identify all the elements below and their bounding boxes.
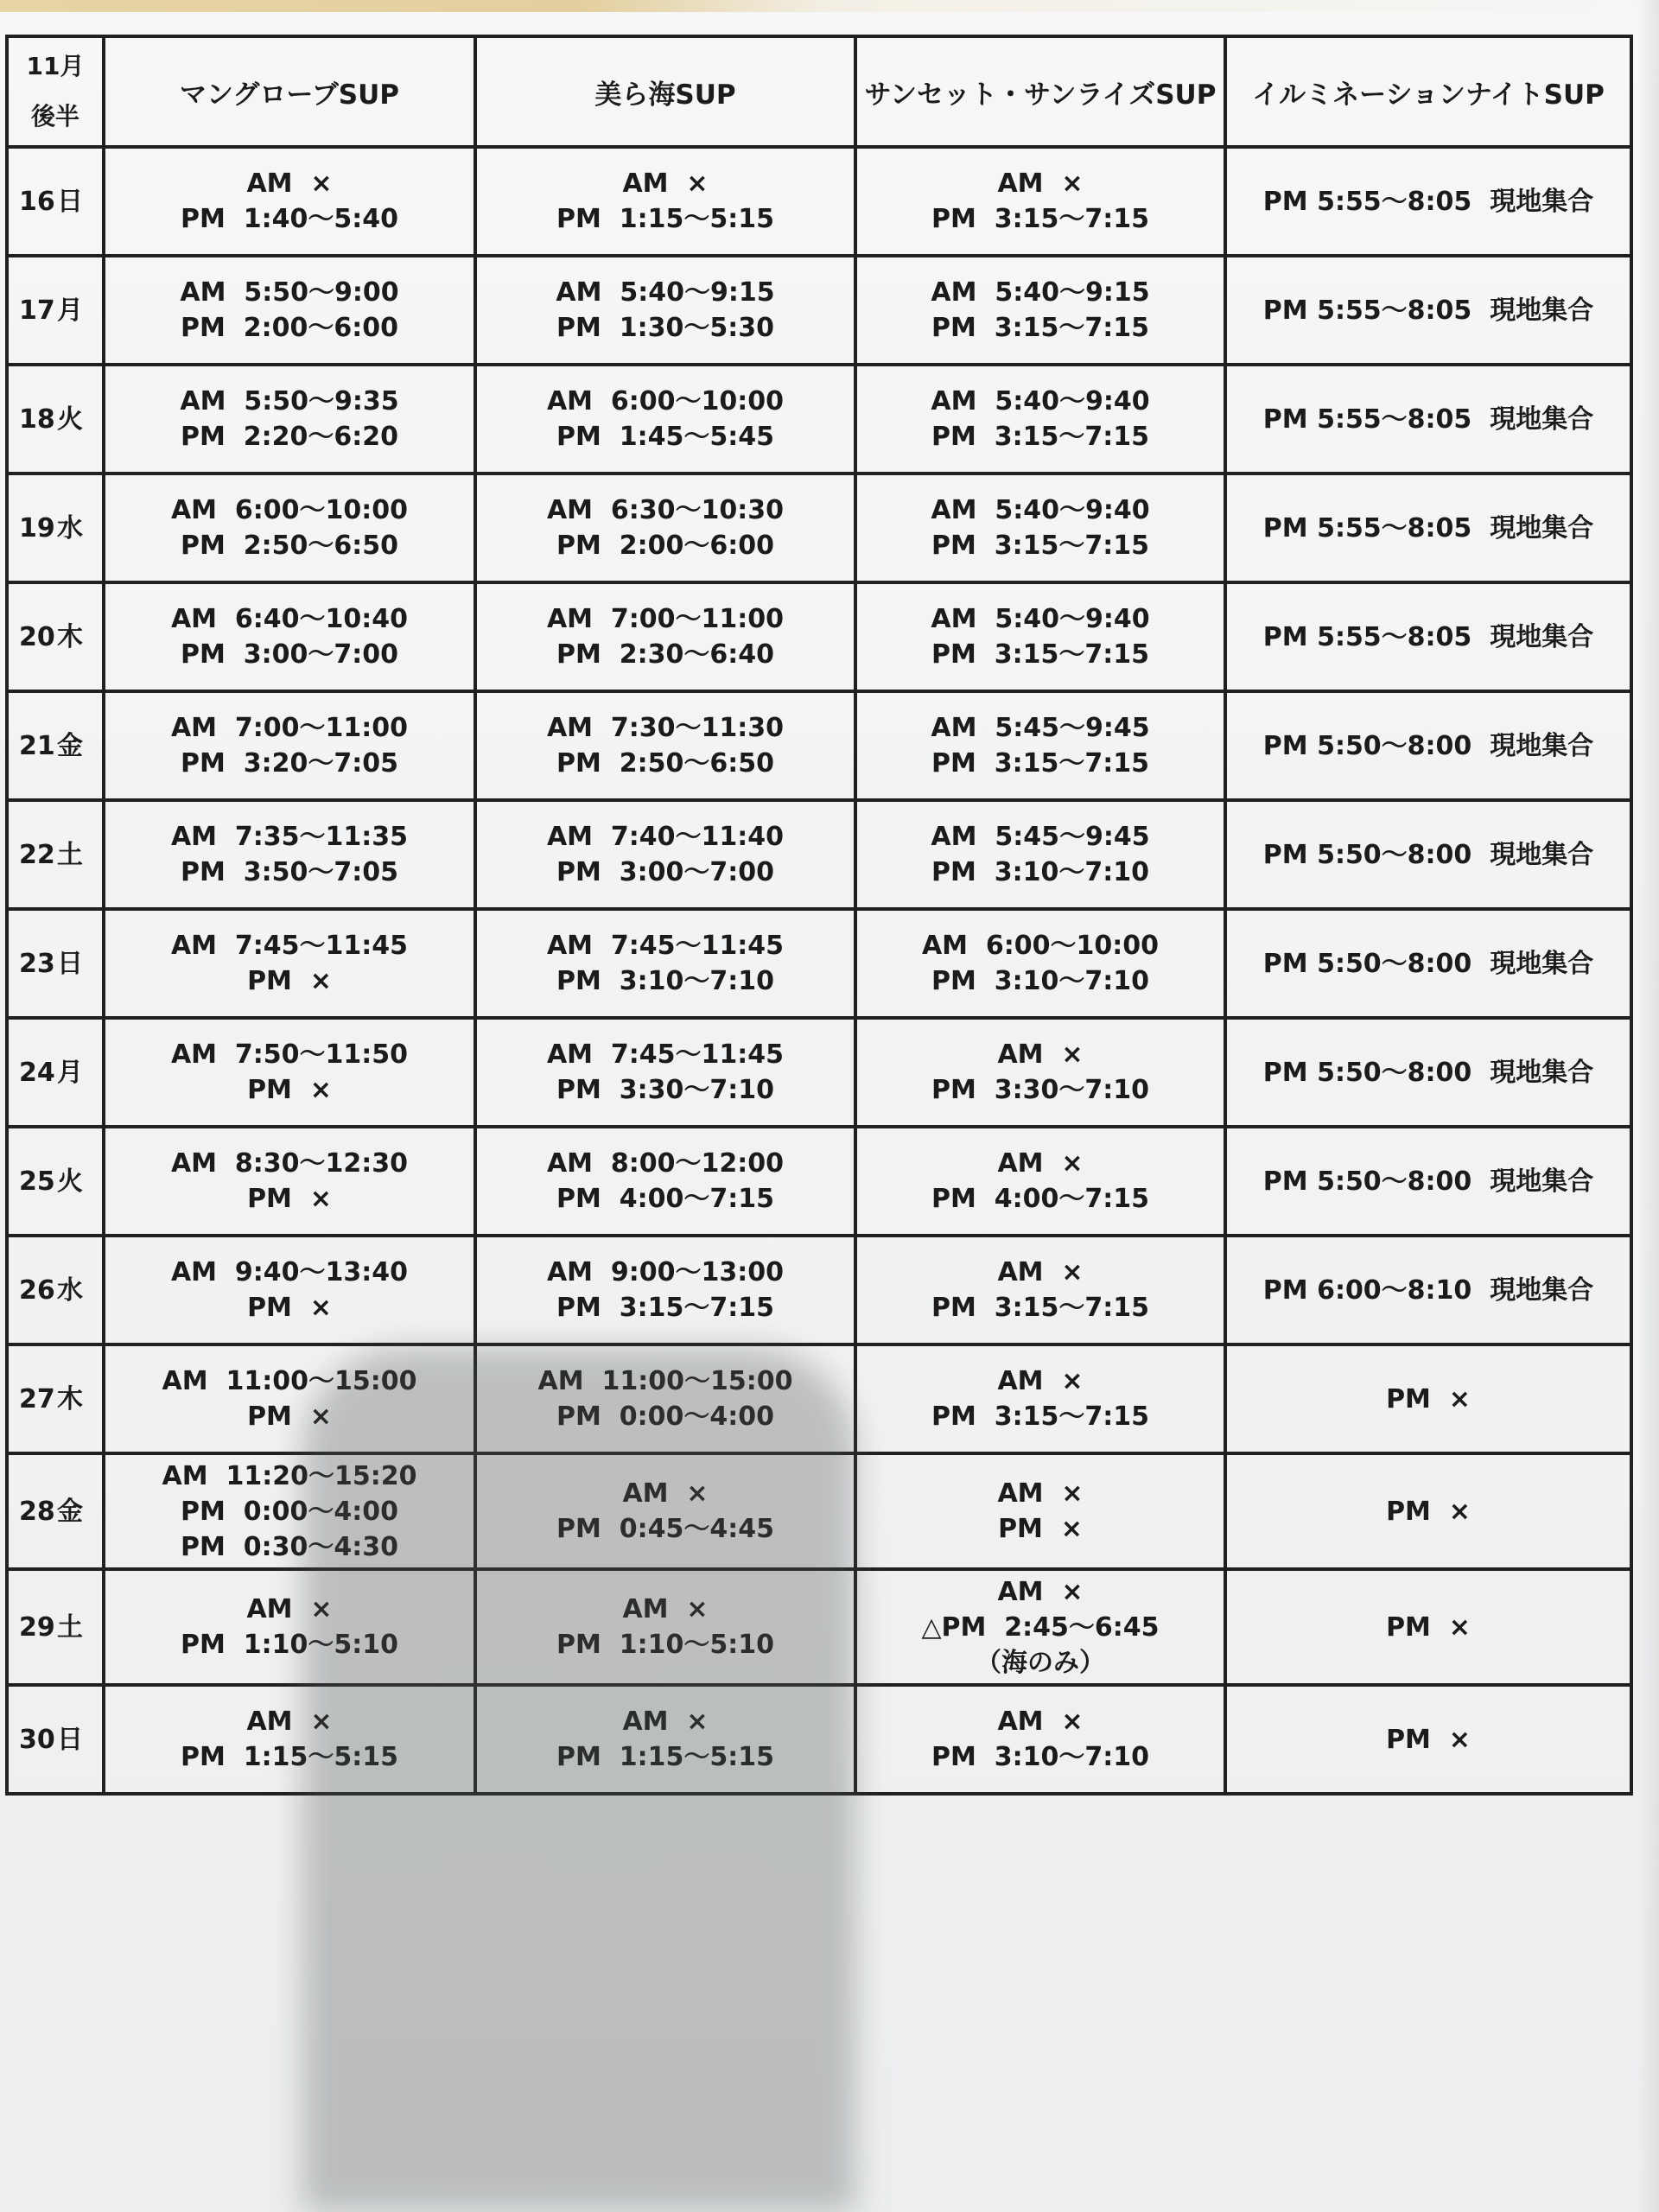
weekday-label: 火 bbox=[57, 404, 83, 435]
time-slot: AM × bbox=[622, 1594, 709, 1624]
time-slot: PM 3:15〜7:15 bbox=[931, 531, 1149, 561]
time-slot: PM 5:50〜8:00 現地集合 bbox=[1262, 730, 1594, 761]
time-slot: AM 5:40〜9:40 bbox=[931, 386, 1150, 416]
time-slot: AM × bbox=[997, 1257, 1084, 1287]
time-slot: AM 7:30〜11:30 bbox=[546, 713, 785, 743]
schedule-cell-mangrove bbox=[104, 582, 475, 691]
schedule-cell-illumination bbox=[1225, 1344, 1631, 1453]
schedule-cell-churaumi bbox=[475, 1127, 855, 1236]
time-slot: PM × bbox=[1386, 1724, 1471, 1755]
time-slot: AM × bbox=[997, 1478, 1084, 1509]
time-slot: PM 3:30〜7:10 bbox=[931, 1075, 1149, 1105]
schedule-cell-mangrove bbox=[104, 1236, 475, 1344]
table-row bbox=[7, 474, 1631, 582]
schedule-cell-mangrove bbox=[104, 147, 475, 256]
day-number: 18 bbox=[19, 404, 55, 435]
time-slot: AM × bbox=[246, 1707, 333, 1737]
schedule-cell-sunset bbox=[855, 691, 1225, 800]
weekday-label: 水 bbox=[57, 512, 83, 543]
day-number: 22 bbox=[19, 839, 55, 870]
day-number: 16 bbox=[19, 186, 55, 217]
time-slot: AM 9:40〜13:40 bbox=[170, 1257, 409, 1287]
weekday-label: 木 bbox=[57, 1383, 83, 1414]
schedule-cell-sunset bbox=[855, 800, 1225, 909]
time-slot: AM 7:50〜11:50 bbox=[170, 1039, 409, 1070]
day-number: 24 bbox=[19, 1057, 55, 1088]
schedule-cell-churaumi bbox=[475, 691, 855, 800]
schedule-cell-illumination bbox=[1225, 1569, 1631, 1685]
time-slot: △PM 2:45〜6:45 bbox=[921, 1611, 1160, 1643]
schedule-cell-churaumi bbox=[475, 1236, 855, 1344]
time-slot: PM 3:30〜7:10 bbox=[556, 1075, 774, 1105]
time-slot: AM 5:40〜9:40 bbox=[931, 604, 1150, 634]
schedule-cell-sunset bbox=[855, 1685, 1225, 1794]
header-row bbox=[7, 36, 1631, 147]
table-row bbox=[7, 1018, 1631, 1127]
weekday-label: 水 bbox=[57, 1274, 83, 1306]
weekday-label: 月 bbox=[57, 295, 83, 326]
weekday-label: 日 bbox=[57, 186, 83, 217]
time-slot: PM 6:00〜8:10 現地集合 bbox=[1262, 1274, 1594, 1306]
schedule-cell-mangrove bbox=[104, 691, 475, 800]
time-slot: PM 3:15〜7:15 bbox=[556, 1293, 774, 1323]
time-slot: PM 2:50〜6:50 bbox=[181, 531, 398, 561]
time-slot: AM 7:45〜11:45 bbox=[170, 931, 409, 961]
time-slot: AM × bbox=[997, 1039, 1084, 1070]
time-slot: PM 5:55〜8:05 現地集合 bbox=[1262, 295, 1594, 326]
time-slot: AM 6:40〜10:40 bbox=[170, 604, 409, 634]
schedule-cell-sunset bbox=[855, 1236, 1225, 1344]
day-cell bbox=[7, 1236, 104, 1344]
time-slot: PM × bbox=[998, 1514, 1083, 1544]
day-number: 21 bbox=[19, 730, 55, 761]
time-slot: PM × bbox=[247, 1293, 332, 1323]
schedule-cell-churaumi bbox=[475, 256, 855, 365]
day-cell bbox=[7, 1127, 104, 1236]
time-slot: PM 3:10〜7:10 bbox=[931, 857, 1149, 887]
schedule-cell-sunset bbox=[855, 1569, 1225, 1685]
paper-edge bbox=[1637, 0, 1659, 2212]
time-slot: PM 1:10〜5:10 bbox=[556, 1630, 774, 1660]
time-slot: PM × bbox=[247, 1184, 332, 1214]
day-cell bbox=[7, 1018, 104, 1127]
time-slot: PM × bbox=[1386, 1383, 1471, 1414]
schedule-cell-churaumi bbox=[475, 582, 855, 691]
weekday-label: 日 bbox=[57, 948, 83, 979]
time-slot: PM 3:00〜7:00 bbox=[556, 857, 774, 887]
time-slot: AM 5:50〜9:35 bbox=[180, 386, 399, 416]
weekday-label: 木 bbox=[57, 621, 83, 652]
time-slot: PM 3:00〜7:00 bbox=[181, 639, 398, 670]
schedule-cell-sunset bbox=[855, 147, 1225, 256]
table-row bbox=[7, 147, 1631, 256]
time-slot: PM 1:10〜5:10 bbox=[181, 1630, 398, 1660]
schedule-cell-mangrove bbox=[104, 800, 475, 909]
schedule-cell-sunset bbox=[855, 1453, 1225, 1569]
schedule-cell-illumination bbox=[1225, 1127, 1631, 1236]
schedule-cell-sunset bbox=[855, 909, 1225, 1018]
schedule-cell-mangrove bbox=[104, 1127, 475, 1236]
schedule-cell-sunset bbox=[855, 1127, 1225, 1236]
column-header-sunset: サンセット・サンライズSUP bbox=[855, 36, 1225, 147]
day-number: 27 bbox=[19, 1383, 55, 1414]
schedule-cell-illumination bbox=[1225, 365, 1631, 474]
time-slot: PM 0:00〜4:00 bbox=[181, 1496, 398, 1527]
time-slot: AM × bbox=[622, 1478, 709, 1509]
column-header-mangrove: マングローブSUP bbox=[104, 36, 475, 147]
time-slot: AM 5:40〜9:40 bbox=[931, 495, 1150, 525]
time-slot: PM 2:30〜6:40 bbox=[556, 639, 774, 670]
time-slot: AM × bbox=[246, 168, 333, 199]
time-slot: AM 8:30〜12:30 bbox=[170, 1148, 409, 1179]
time-slot: PM 5:55〜8:05 現地集合 bbox=[1262, 512, 1594, 543]
schedule-cell-illumination bbox=[1225, 256, 1631, 365]
table-row bbox=[7, 256, 1631, 365]
schedule-cell-sunset bbox=[855, 1344, 1225, 1453]
time-slot: PM 5:50〜8:00 現地集合 bbox=[1262, 1057, 1594, 1088]
schedule-cell-sunset bbox=[855, 256, 1225, 365]
time-slot: AM 11:00〜15:00 bbox=[162, 1366, 417, 1396]
time-slot: PM 1:15〜5:15 bbox=[181, 1742, 398, 1772]
time-slot: AM 7:40〜11:40 bbox=[546, 822, 785, 852]
time-slot: PM 1:15〜5:15 bbox=[556, 204, 774, 234]
time-slot: PM 2:50〜6:50 bbox=[556, 748, 774, 779]
day-cell bbox=[7, 147, 104, 256]
time-slot: PM 5:50〜8:00 現地集合 bbox=[1262, 1166, 1594, 1197]
time-slot: PM 0:00〜4:00 bbox=[556, 1402, 774, 1432]
time-slot: AM 6:30〜10:30 bbox=[546, 495, 785, 525]
day-cell bbox=[7, 256, 104, 365]
day-number: 23 bbox=[19, 948, 55, 979]
time-slot: PM 1:40〜5:40 bbox=[181, 204, 398, 234]
weekday-label: 金 bbox=[57, 1496, 83, 1527]
time-slot: PM 5:55〜8:05 現地集合 bbox=[1262, 404, 1594, 435]
weekday-label: 日 bbox=[57, 1724, 83, 1755]
day-number: 29 bbox=[19, 1611, 55, 1643]
schedule-cell-illumination bbox=[1225, 909, 1631, 1018]
time-slot: AM 5:50〜9:00 bbox=[180, 277, 399, 308]
time-slot: AM 7:45〜11:45 bbox=[546, 1039, 785, 1070]
time-slot: AM 5:45〜9:45 bbox=[931, 822, 1150, 852]
time-slot: AM × bbox=[997, 1576, 1084, 1607]
time-slot: AM 5:40〜9:15 bbox=[556, 277, 775, 308]
schedule-cell-sunset bbox=[855, 474, 1225, 582]
time-slot: PM 2:00〜6:00 bbox=[556, 531, 774, 561]
table-row bbox=[7, 582, 1631, 691]
table-header bbox=[7, 36, 1631, 147]
time-slot: AM 5:40〜9:15 bbox=[931, 277, 1150, 308]
time-slot: AM 7:00〜11:00 bbox=[546, 604, 785, 634]
time-slot: PM 3:15〜7:15 bbox=[931, 204, 1149, 234]
schedule-cell-illumination bbox=[1225, 800, 1631, 909]
table-row bbox=[7, 909, 1631, 1018]
month-label: 11月 bbox=[26, 52, 85, 80]
schedule-cell-sunset bbox=[855, 582, 1225, 691]
time-slot: AM × bbox=[997, 1148, 1084, 1179]
time-slot: PM × bbox=[247, 966, 332, 996]
time-slot: AM × bbox=[246, 1594, 333, 1624]
time-slot: PM 3:15〜7:15 bbox=[931, 422, 1149, 452]
day-cell bbox=[7, 1453, 104, 1569]
schedule-cell-churaumi bbox=[475, 147, 855, 256]
time-slot: PM 5:50〜8:00 現地集合 bbox=[1262, 839, 1594, 870]
schedule-cell-illumination bbox=[1225, 147, 1631, 256]
time-slot: AM 7:00〜11:00 bbox=[170, 713, 409, 743]
time-slot: PM 0:30〜4:30 bbox=[181, 1531, 398, 1562]
schedule-cell-mangrove bbox=[104, 474, 475, 582]
schedule-cell-mangrove bbox=[104, 1018, 475, 1127]
time-slot: PM 3:10〜7:10 bbox=[931, 1742, 1149, 1772]
time-slot: PM 3:15〜7:15 bbox=[931, 748, 1149, 779]
column-header-churaumi: 美ら海SUP bbox=[475, 36, 855, 147]
day-cell bbox=[7, 1344, 104, 1453]
time-slot: PM 3:20〜7:05 bbox=[181, 748, 398, 779]
day-number: 25 bbox=[19, 1166, 55, 1197]
time-slot: PM 2:20〜6:20 bbox=[181, 422, 398, 452]
day-cell bbox=[7, 1569, 104, 1685]
schedule-cell-illumination bbox=[1225, 474, 1631, 582]
schedule-cell-churaumi bbox=[475, 909, 855, 1018]
schedule-cell-sunset bbox=[855, 365, 1225, 474]
time-slot: AM 6:00〜10:00 bbox=[546, 386, 785, 416]
schedule-cell-illumination bbox=[1225, 1236, 1631, 1344]
time-slot: AM 6:00〜10:00 bbox=[170, 495, 409, 525]
month-header bbox=[7, 36, 104, 147]
table-row bbox=[7, 1127, 1631, 1236]
time-slot: PM × bbox=[247, 1402, 332, 1432]
day-cell bbox=[7, 800, 104, 909]
time-slot: PM 3:10〜7:10 bbox=[931, 966, 1149, 996]
time-slot: AM × bbox=[622, 168, 709, 199]
weekday-label: 火 bbox=[57, 1166, 83, 1197]
day-cell bbox=[7, 582, 104, 691]
time-slot: PM 3:15〜7:15 bbox=[931, 313, 1149, 343]
time-slot: PM 0:45〜4:45 bbox=[556, 1514, 774, 1544]
time-slot: AM 6:00〜10:00 bbox=[921, 931, 1160, 961]
time-slot: PM × bbox=[247, 1075, 332, 1105]
weekday-label: 土 bbox=[57, 839, 83, 870]
time-slot: AM × bbox=[997, 1707, 1084, 1737]
schedule-cell-churaumi bbox=[475, 365, 855, 474]
day-cell bbox=[7, 1685, 104, 1794]
table-surface-strip bbox=[0, 0, 1659, 12]
day-cell bbox=[7, 365, 104, 474]
time-slot: AM 7:45〜11:45 bbox=[546, 931, 785, 961]
schedule-cell-sunset bbox=[855, 1018, 1225, 1127]
half-label: 後半 bbox=[30, 102, 79, 130]
schedule-cell-mangrove bbox=[104, 256, 475, 365]
column-header-illumination: イルミネーションナイトSUP bbox=[1225, 36, 1631, 147]
schedule-cell-illumination bbox=[1225, 1018, 1631, 1127]
day-number: 26 bbox=[19, 1274, 55, 1306]
weekday-label: 土 bbox=[57, 1611, 83, 1643]
time-slot: PM 3:15〜7:15 bbox=[931, 639, 1149, 670]
schedule-cell-mangrove bbox=[104, 365, 475, 474]
time-slot: AM 9:00〜13:00 bbox=[546, 1257, 785, 1287]
time-slot: PM 5:55〜8:05 現地集合 bbox=[1262, 186, 1594, 217]
time-slot: PM × bbox=[1386, 1611, 1471, 1643]
schedule-cell-mangrove bbox=[104, 909, 475, 1018]
time-slot: AM 11:00〜15:00 bbox=[537, 1366, 793, 1396]
weekday-label: 月 bbox=[57, 1057, 83, 1088]
schedule-cell-illumination bbox=[1225, 1453, 1631, 1569]
time-slot: AM 7:35〜11:35 bbox=[170, 822, 409, 852]
day-number: 28 bbox=[19, 1496, 55, 1527]
day-cell bbox=[7, 909, 104, 1018]
time-slot: AM 8:00〜12:00 bbox=[546, 1148, 785, 1179]
time-slot: PM 2:00〜6:00 bbox=[181, 313, 398, 343]
schedule-cell-illumination bbox=[1225, 691, 1631, 800]
time-slot: PM 4:00〜7:15 bbox=[931, 1184, 1149, 1214]
time-slot: （海のみ） bbox=[976, 1647, 1105, 1678]
time-slot: PM 1:30〜5:30 bbox=[556, 313, 774, 343]
time-slot: AM 5:45〜9:45 bbox=[931, 713, 1150, 743]
time-slot: PM 5:55〜8:05 現地集合 bbox=[1262, 621, 1594, 652]
time-slot: AM × bbox=[997, 168, 1084, 199]
time-slot: PM × bbox=[1386, 1496, 1471, 1527]
time-slot: PM 3:50〜7:05 bbox=[181, 857, 398, 887]
time-slot: PM 3:15〜7:15 bbox=[931, 1402, 1149, 1432]
time-slot: PM 1:45〜5:45 bbox=[556, 422, 774, 452]
table-row bbox=[7, 691, 1631, 800]
schedule-cell-illumination bbox=[1225, 582, 1631, 691]
table-row bbox=[7, 1236, 1631, 1344]
weekday-label: 金 bbox=[57, 730, 83, 761]
schedule-cell-churaumi bbox=[475, 1018, 855, 1127]
time-slot: PM 4:00〜7:15 bbox=[556, 1184, 774, 1214]
day-cell bbox=[7, 474, 104, 582]
schedule-cell-illumination bbox=[1225, 1685, 1631, 1794]
time-slot: PM 3:15〜7:15 bbox=[931, 1293, 1149, 1323]
day-number: 20 bbox=[19, 621, 55, 652]
schedule-cell-churaumi bbox=[475, 474, 855, 582]
day-number: 17 bbox=[19, 295, 55, 326]
day-number: 19 bbox=[19, 512, 55, 543]
time-slot: AM × bbox=[622, 1707, 709, 1737]
schedule-cell-churaumi bbox=[475, 800, 855, 909]
camera-shadow bbox=[302, 1348, 855, 2212]
time-slot: AM × bbox=[997, 1366, 1084, 1396]
time-slot: AM 11:20〜15:20 bbox=[162, 1460, 417, 1491]
time-slot: PM 5:50〜8:00 現地集合 bbox=[1262, 948, 1594, 979]
day-number: 30 bbox=[19, 1724, 55, 1755]
table-row bbox=[7, 800, 1631, 909]
time-slot: PM 3:10〜7:10 bbox=[556, 966, 774, 996]
table-row bbox=[7, 365, 1631, 474]
day-cell bbox=[7, 691, 104, 800]
time-slot: PM 1:15〜5:15 bbox=[556, 1742, 774, 1772]
